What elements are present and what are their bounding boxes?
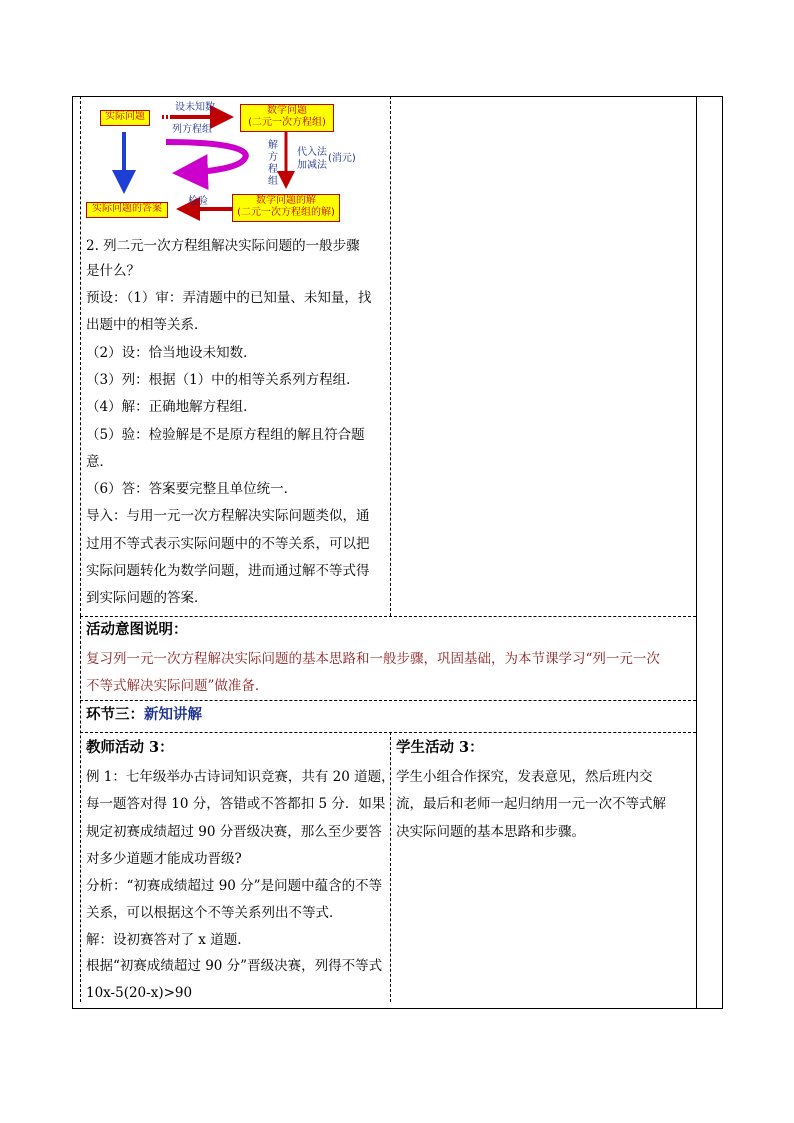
label-check: 检验 bbox=[188, 196, 208, 207]
label-addsub: 加减法 bbox=[297, 160, 327, 171]
label-elimination: (消元) bbox=[328, 153, 356, 164]
teacher-activity-title: 教师活动 3： bbox=[86, 739, 174, 756]
text-line: （3）列：根据（1）中的相等关系列方程组． bbox=[86, 372, 360, 388]
text-line: 规定初赛成绩超过 90 分晋级决赛，那么至少要答 bbox=[86, 824, 382, 840]
label-solve-vertical bbox=[268, 140, 278, 188]
text-line: 学生小组合作探究，发表意见，然后班内交 bbox=[396, 769, 653, 785]
text-line: （4）解：正确地解方程组． bbox=[86, 399, 257, 415]
label-solve-char: 程 bbox=[268, 164, 278, 175]
section-title: 新知讲解 bbox=[144, 706, 202, 723]
text-line: 例 1：七年级举办古诗词知识竞赛，共有 20 道题， bbox=[86, 769, 395, 785]
text-line: （5）验：检验解是不是原方程组的解且符合题 bbox=[86, 427, 365, 443]
text-line: 2. 列二元一次方程组解决实际问题的一般步骤 bbox=[86, 238, 360, 254]
box-math-problem-line1: 数学问题 bbox=[267, 105, 307, 116]
text-line: 到实际问题的答案． bbox=[86, 590, 208, 606]
text-line: 是什么？ bbox=[86, 263, 140, 279]
box-math-problem bbox=[240, 104, 334, 132]
text-line: 分析：“初赛成绩超过 90 分”是问题中蕴含的不等 bbox=[86, 878, 383, 894]
text-line: 决实际问题的基本思路和步骤。 bbox=[396, 824, 585, 840]
intent-line: 不等式解决实际问题”做准备． bbox=[86, 678, 269, 694]
box-real-problem bbox=[100, 110, 150, 126]
section-heading bbox=[86, 705, 202, 725]
text-line: 流，最后和老师一起归纳用一元一次不等式解 bbox=[396, 796, 666, 812]
box-math-problem-line2: (二元一次方程组) bbox=[248, 117, 326, 128]
intent-title: 活动意图说明： bbox=[86, 621, 188, 638]
label-form-equations: 列方程组 bbox=[172, 124, 212, 135]
box-math-solution-line1: 数学问题的解 bbox=[256, 195, 316, 206]
intent-line: 复习列一元一次方程解决实际问题的基本思路和一般步骤，巩固基础，为本节课学习“列一元一次 bbox=[86, 651, 660, 667]
text-line: （2）设：恰当地设未知数． bbox=[86, 345, 257, 361]
text-line: 10x-5(20-x)>90 bbox=[86, 985, 193, 1001]
text-line: 解：设初赛答对了 x 道题. bbox=[86, 932, 242, 948]
text-line: 过用不等式表示实际问题中的不等关系，可以把 bbox=[86, 536, 370, 552]
label-substitution: 代入法 bbox=[297, 147, 327, 158]
label-set-unknown: 设未知数 bbox=[175, 102, 215, 113]
section-label: 环节三： bbox=[86, 706, 144, 723]
arc-arrow bbox=[166, 142, 246, 173]
text-line: 根据“初赛成绩超过 90 分”晋级决赛，列得不等式 bbox=[86, 958, 383, 974]
text-line: 意． bbox=[86, 454, 113, 470]
text-line: （6）答：答案要完整且单位统一． bbox=[86, 481, 298, 497]
box-math-solution-line2: (二元一次方程组的解) bbox=[237, 207, 335, 218]
text-line: 关系，可以根据这个不等关系列出不等式． bbox=[86, 905, 343, 921]
box-math-solution bbox=[232, 194, 340, 222]
text-line: 对多少道题才能成功晋级? bbox=[86, 851, 242, 867]
text-line: 每一题答对得 10 分，答错或不答都扣 5 分．如果 bbox=[86, 796, 386, 812]
text-line: 实际问题转化为数学问题，进而通过解不等式得 bbox=[86, 563, 370, 579]
box-real-answer-label: 实际问题的答案 bbox=[92, 203, 162, 214]
text-line: 预设：（1）审：弄清题中的已知量、未知量，找 bbox=[86, 290, 372, 306]
label-solve-char: 方 bbox=[268, 152, 278, 163]
label-solve-char: 组 bbox=[268, 176, 278, 187]
text-line: 导入：与用一元一次方程解决实际问题类似，通 bbox=[86, 508, 370, 524]
box-real-problem-label: 实际问题 bbox=[105, 111, 145, 122]
label-solve-char: 解 bbox=[268, 140, 278, 151]
text-line: 出题中的相等关系． bbox=[86, 317, 208, 333]
box-real-answer bbox=[86, 202, 168, 218]
student-activity-title: 学生活动 3： bbox=[396, 739, 484, 756]
